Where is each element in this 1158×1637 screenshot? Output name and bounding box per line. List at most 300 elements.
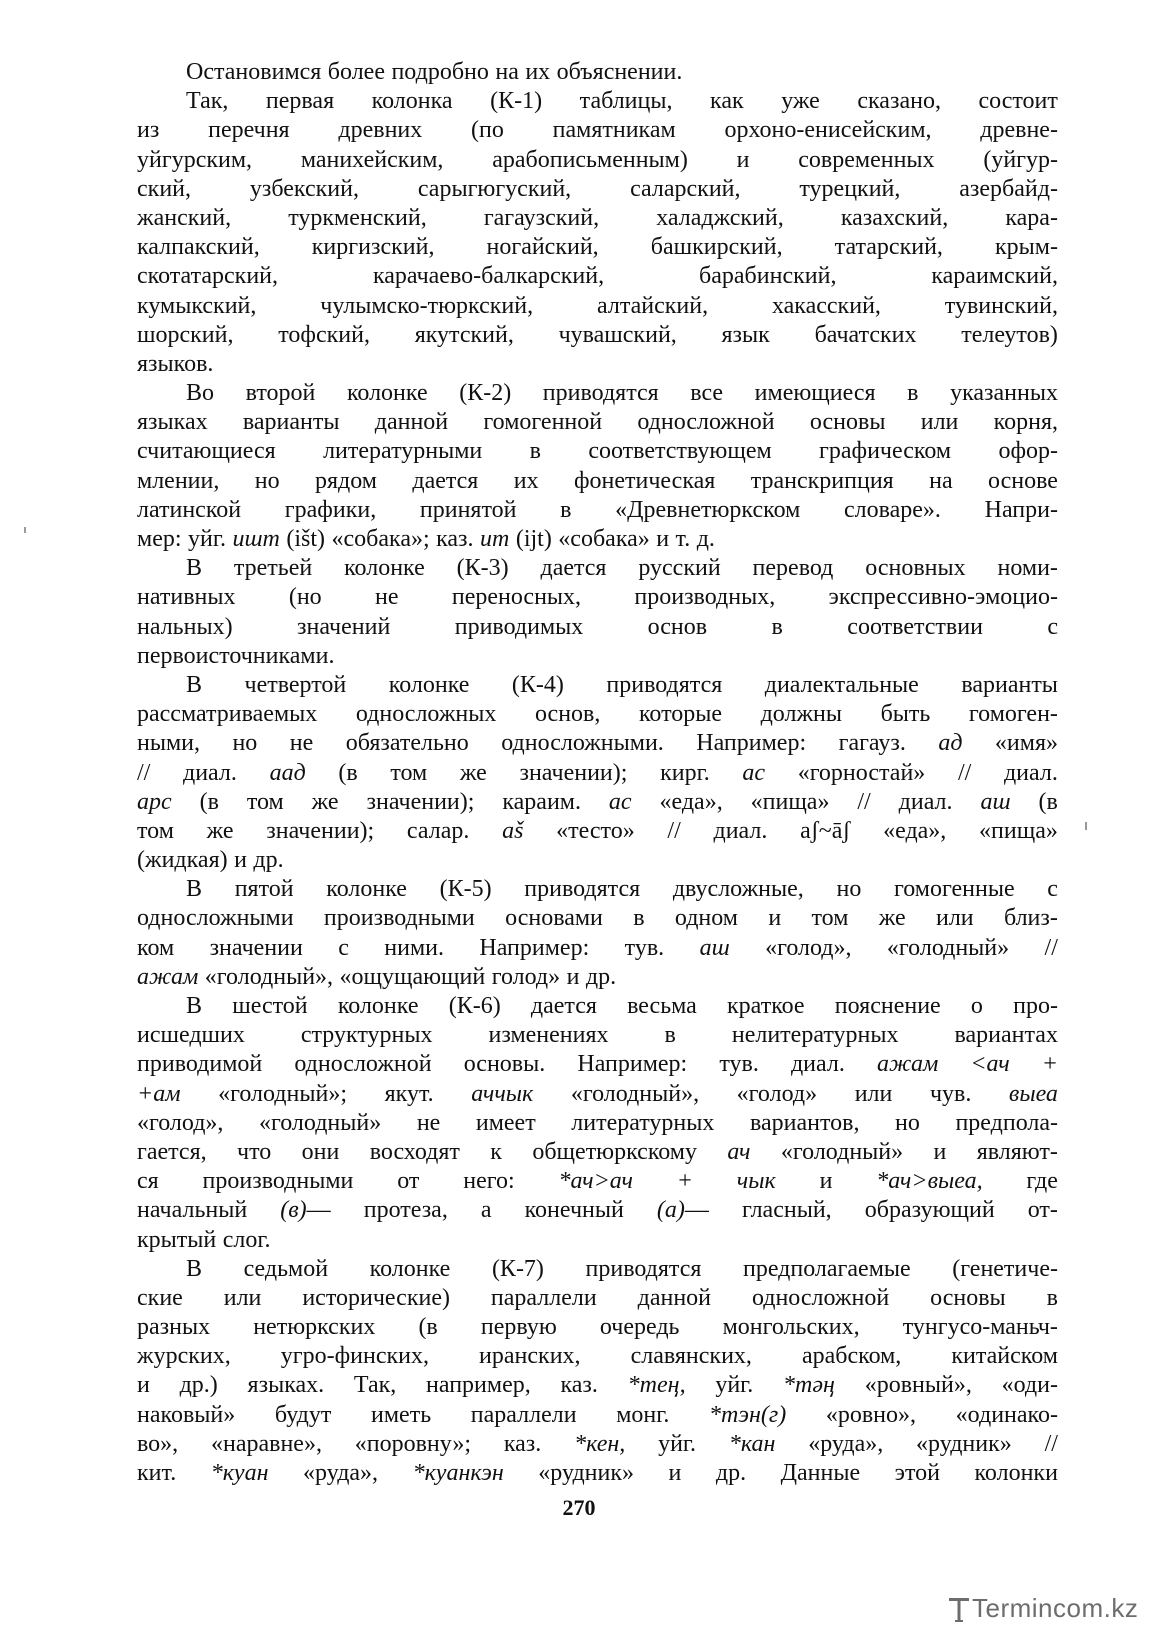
word: иранских, bbox=[479, 1343, 581, 1370]
word: ажам bbox=[876, 1051, 939, 1078]
word: начальный bbox=[137, 1197, 248, 1224]
word: перевод bbox=[752, 555, 834, 582]
word: производных, bbox=[634, 584, 776, 611]
word: *тэн(г) bbox=[709, 1401, 787, 1428]
word: очередь bbox=[599, 1314, 680, 1341]
word: «еда», bbox=[883, 817, 947, 844]
word: же bbox=[311, 788, 339, 815]
word: +ам bbox=[137, 1080, 181, 1107]
word: «руда», bbox=[303, 1460, 379, 1486]
word: русский bbox=[638, 555, 721, 582]
word: «голод» bbox=[736, 1080, 818, 1107]
word: номи- bbox=[997, 555, 1058, 582]
word: (уйгур- bbox=[983, 146, 1058, 173]
word: пятой bbox=[234, 876, 294, 903]
word: ский, bbox=[137, 175, 191, 202]
word: «пища» bbox=[979, 817, 1058, 844]
word: «собака» bbox=[558, 526, 650, 552]
word: данной bbox=[374, 409, 449, 436]
paragraph bbox=[137, 58, 1058, 87]
text-line bbox=[137, 1430, 1058, 1459]
word: современных bbox=[798, 146, 935, 173]
word: колонке bbox=[388, 671, 470, 698]
word: односложных bbox=[355, 701, 497, 728]
word: В bbox=[186, 1255, 203, 1282]
word: изменениях bbox=[488, 1022, 609, 1049]
word: гомоген- bbox=[968, 701, 1058, 728]
word: ас bbox=[608, 788, 632, 815]
word: «ощущающий bbox=[339, 963, 486, 990]
word: манихейским, bbox=[300, 146, 444, 173]
word: aʃ~āʃ bbox=[800, 817, 851, 844]
text-line bbox=[137, 408, 1058, 437]
word: объяснении. bbox=[556, 59, 683, 85]
word: от bbox=[397, 1168, 420, 1195]
word: же bbox=[206, 817, 234, 844]
word: памятникам bbox=[552, 117, 676, 144]
text-line bbox=[137, 729, 1058, 758]
word: *куан bbox=[210, 1460, 269, 1486]
word: диал. bbox=[1003, 759, 1058, 786]
word: нелитературных bbox=[731, 1022, 899, 1049]
word: ся bbox=[137, 1168, 159, 1195]
text-line bbox=[137, 1255, 1058, 1284]
word: *тең, bbox=[627, 1372, 686, 1399]
word: каз. bbox=[436, 526, 474, 552]
word: ишт bbox=[232, 526, 280, 552]
word: аад bbox=[269, 759, 306, 786]
word: же bbox=[878, 905, 906, 932]
word: каз. bbox=[560, 1372, 598, 1399]
word: чувашский, bbox=[558, 321, 677, 348]
word: «голод», bbox=[137, 1109, 224, 1136]
word: или bbox=[920, 409, 959, 436]
word: корня, bbox=[993, 409, 1058, 436]
text-line bbox=[137, 671, 1058, 700]
text-line bbox=[137, 1284, 1058, 1313]
word: крым- bbox=[994, 234, 1058, 261]
word: производными bbox=[323, 905, 475, 932]
text-line bbox=[137, 1401, 1058, 1430]
word: значении); bbox=[519, 759, 628, 786]
word: ит bbox=[480, 526, 510, 552]
word: ские bbox=[137, 1284, 183, 1311]
word: или bbox=[223, 1284, 262, 1311]
word: офор- bbox=[998, 438, 1058, 465]
word: узбекский, bbox=[249, 175, 359, 202]
text-line bbox=[137, 934, 1058, 963]
word: дается bbox=[412, 467, 479, 494]
word: салар. bbox=[406, 817, 470, 844]
word: не bbox=[375, 584, 399, 611]
word: (К-3) bbox=[456, 555, 509, 582]
text-line bbox=[137, 58, 1058, 87]
word: д. bbox=[696, 526, 715, 552]
word: значении bbox=[209, 934, 303, 961]
word: выеа bbox=[1008, 1080, 1058, 1107]
word: китайском bbox=[951, 1343, 1058, 1370]
word: арабописьменным) bbox=[492, 146, 688, 173]
text-line bbox=[137, 583, 1058, 612]
word: (генетиче- bbox=[952, 1255, 1058, 1282]
word: орхоно-енисейским, bbox=[724, 117, 932, 144]
word: первая bbox=[265, 88, 335, 115]
word: славянских, bbox=[630, 1343, 752, 1370]
word: скотатарский, bbox=[137, 263, 279, 290]
word: предполагаемые bbox=[743, 1255, 911, 1282]
word: в bbox=[771, 613, 783, 640]
word: языках. bbox=[247, 1372, 325, 1399]
word: разных bbox=[137, 1314, 211, 1341]
word: «Древнетюркском bbox=[615, 496, 801, 523]
word: саларский, bbox=[630, 175, 741, 202]
word: «ровно», bbox=[825, 1401, 917, 1428]
word: нетюркских bbox=[253, 1314, 376, 1341]
word: из bbox=[137, 117, 160, 144]
word: якут. bbox=[384, 1080, 434, 1107]
word: во», bbox=[137, 1430, 179, 1457]
word: кумыкский, bbox=[137, 292, 257, 319]
word: про- bbox=[1013, 993, 1058, 1019]
word: седьмой bbox=[243, 1255, 329, 1282]
word: (а)— bbox=[656, 1197, 709, 1224]
word: калпакский, bbox=[137, 234, 260, 261]
word: «ровный», bbox=[864, 1372, 972, 1399]
word: языков. bbox=[137, 350, 214, 377]
word: гагауз. bbox=[838, 730, 906, 757]
word: тунгусо-маньч- bbox=[902, 1314, 1058, 1341]
word: (ijt) bbox=[515, 526, 552, 552]
word: др. bbox=[585, 963, 617, 990]
word: *кен, bbox=[574, 1430, 626, 1457]
word: караимский, bbox=[931, 263, 1058, 290]
word: восходят bbox=[369, 1138, 460, 1165]
word: (но bbox=[288, 584, 322, 611]
word: первоисточниками. bbox=[137, 642, 335, 669]
word: нативных bbox=[137, 584, 236, 611]
word: близ- bbox=[1003, 905, 1058, 932]
word: Так, bbox=[353, 1372, 397, 1399]
text-line bbox=[137, 613, 1058, 642]
word: халаджский, bbox=[656, 204, 784, 231]
word: уже bbox=[781, 88, 820, 115]
word: и bbox=[819, 1168, 833, 1195]
word: диал. bbox=[790, 1051, 845, 1078]
word: их bbox=[513, 467, 539, 494]
word: основами bbox=[505, 905, 603, 932]
word: производными bbox=[202, 1168, 354, 1195]
word: но bbox=[232, 730, 258, 757]
word: ажам bbox=[137, 963, 199, 990]
word: они bbox=[301, 1138, 340, 1165]
text-line bbox=[137, 175, 1058, 204]
word: диал. bbox=[183, 759, 237, 786]
word: тув. bbox=[624, 934, 665, 961]
text-line bbox=[137, 1167, 1058, 1196]
word: принятой bbox=[419, 496, 517, 523]
text-line bbox=[137, 87, 1058, 116]
paragraph bbox=[137, 554, 1058, 671]
word: (в bbox=[338, 759, 358, 786]
word: о bbox=[970, 993, 983, 1019]
word: односложной bbox=[751, 1284, 890, 1311]
word: колонка bbox=[371, 88, 453, 115]
word: В bbox=[186, 555, 203, 582]
word: параллели bbox=[490, 1284, 597, 1311]
word: должны bbox=[760, 701, 843, 728]
word: древне- bbox=[980, 117, 1058, 144]
word: конечный bbox=[524, 1197, 624, 1224]
word: дается bbox=[540, 555, 607, 582]
word: турецкий, bbox=[799, 175, 901, 202]
text-line bbox=[137, 379, 1058, 408]
word: язык bbox=[721, 321, 770, 348]
paragraph bbox=[137, 671, 1058, 875]
word: Например: bbox=[479, 934, 590, 961]
word: и bbox=[736, 146, 750, 173]
word: ад bbox=[938, 730, 963, 757]
word: туркменский, bbox=[288, 204, 427, 231]
word: основы bbox=[809, 409, 886, 436]
word: др. bbox=[253, 847, 284, 874]
word: второй bbox=[245, 380, 316, 407]
text-line bbox=[137, 467, 1058, 496]
word: односложными. bbox=[501, 730, 664, 757]
word: «голодный» bbox=[886, 934, 1010, 961]
body-text bbox=[137, 58, 1058, 1488]
word: // bbox=[1044, 934, 1058, 961]
word: тувинский, bbox=[944, 292, 1058, 319]
word: приводятся bbox=[524, 876, 641, 903]
word: образующий bbox=[864, 1197, 995, 1224]
word: приводимых bbox=[454, 613, 584, 640]
scan-speck bbox=[24, 527, 26, 533]
word: <ач bbox=[970, 1051, 1010, 1078]
word: в bbox=[907, 380, 919, 407]
word: Данные bbox=[780, 1460, 861, 1486]
word: «голодный» bbox=[259, 1109, 382, 1136]
text-line bbox=[137, 1080, 1058, 1109]
word: гомогенные bbox=[893, 876, 1015, 903]
word: весьма bbox=[627, 993, 697, 1019]
text-line bbox=[137, 1196, 1058, 1225]
word: на bbox=[495, 59, 519, 85]
word: их bbox=[525, 59, 551, 85]
word: краткое bbox=[727, 993, 805, 1019]
word: «наравне», bbox=[210, 1430, 322, 1457]
word: но bbox=[836, 876, 862, 903]
word: имеет bbox=[475, 1109, 536, 1136]
word: все bbox=[690, 380, 724, 407]
word: В bbox=[186, 993, 203, 1019]
word: Напри- bbox=[984, 496, 1058, 523]
word: уйг. bbox=[187, 526, 226, 552]
text-line bbox=[137, 1226, 1058, 1255]
word: и bbox=[656, 526, 670, 552]
word: (К-4) bbox=[511, 671, 564, 698]
word: «голодный»; bbox=[218, 1080, 347, 1107]
paragraph bbox=[137, 875, 1058, 992]
word: наковый» bbox=[137, 1401, 236, 1428]
word: (К-7) bbox=[491, 1255, 544, 1282]
word: «руда», bbox=[808, 1430, 884, 1457]
word: уйгурским, bbox=[137, 146, 253, 173]
word: рядом bbox=[314, 467, 377, 494]
text-line bbox=[137, 992, 1058, 1021]
word: в bbox=[560, 496, 572, 523]
word: т. bbox=[675, 526, 691, 552]
text-line bbox=[137, 700, 1058, 729]
word: основе bbox=[988, 467, 1058, 494]
word: каз. bbox=[503, 1430, 542, 1457]
text-line bbox=[137, 1342, 1058, 1371]
text-line bbox=[137, 904, 1058, 933]
word: тофский, bbox=[278, 321, 370, 348]
scan-speck bbox=[1085, 822, 1087, 830]
word: имеющиеся bbox=[754, 380, 876, 407]
word: транскрипция bbox=[750, 467, 894, 494]
word: где bbox=[1026, 1168, 1058, 1195]
word: соответствующем bbox=[588, 438, 772, 465]
word: диал. bbox=[898, 788, 953, 815]
word: др. bbox=[715, 1460, 747, 1486]
word: аччык bbox=[471, 1080, 534, 1107]
word: являют- bbox=[976, 1138, 1058, 1165]
word: протеза, bbox=[363, 1197, 448, 1224]
word: с bbox=[1047, 613, 1058, 640]
word: значении); bbox=[266, 817, 375, 844]
word: колонке bbox=[369, 1255, 451, 1282]
word: основ, bbox=[534, 701, 601, 728]
word: уйг. bbox=[658, 1430, 697, 1457]
word: // bbox=[857, 788, 871, 815]
page-number: 270 bbox=[562, 1495, 596, 1520]
word: караим. bbox=[502, 788, 581, 815]
word: казахский, bbox=[840, 204, 949, 231]
word: тув. bbox=[719, 1051, 759, 1078]
word: или bbox=[935, 905, 974, 932]
word: значений bbox=[297, 613, 391, 640]
word: четвертой bbox=[244, 671, 347, 698]
text-line bbox=[137, 817, 1058, 846]
word: азербайд- bbox=[959, 175, 1058, 202]
text-line bbox=[137, 846, 1058, 875]
word: приводимой bbox=[137, 1051, 263, 1078]
word: ас bbox=[742, 759, 766, 786]
word: (К-2) bbox=[459, 380, 512, 407]
word: исшедших bbox=[137, 1022, 245, 1049]
word: структурных bbox=[300, 1022, 433, 1049]
word: латинской bbox=[137, 496, 242, 523]
word: (в bbox=[418, 1314, 438, 1341]
word: значении); bbox=[366, 788, 475, 815]
word: но bbox=[895, 1109, 920, 1136]
word: гомогенной bbox=[483, 409, 603, 436]
word: гается, bbox=[137, 1138, 207, 1165]
word: шорский, bbox=[137, 321, 234, 348]
word: древних bbox=[338, 117, 423, 144]
word: переносных, bbox=[451, 584, 582, 611]
word: гласный, bbox=[741, 1197, 832, 1224]
word: «рудник» bbox=[538, 1460, 635, 1486]
word: более bbox=[327, 59, 385, 85]
word: + bbox=[676, 1168, 693, 1195]
watermark-text: Termincom.kz bbox=[972, 1593, 1139, 1623]
word: в bbox=[664, 1022, 676, 1049]
word: Например: bbox=[577, 1051, 688, 1078]
word: «голодный», bbox=[570, 1080, 700, 1107]
text-line bbox=[137, 116, 1058, 145]
word: и bbox=[933, 1138, 947, 1165]
word: иметь bbox=[371, 1401, 432, 1428]
word: диалектальные bbox=[764, 671, 919, 698]
word: от- bbox=[1027, 1197, 1058, 1224]
word: (жидкая) bbox=[137, 847, 228, 874]
word: будут bbox=[274, 1401, 332, 1428]
word: фонетическая bbox=[573, 467, 716, 494]
word: исторические) bbox=[302, 1284, 450, 1311]
word: др.) bbox=[179, 1372, 218, 1399]
word: односложной bbox=[637, 409, 775, 436]
word: бачатских bbox=[814, 321, 917, 348]
word: «голодный» bbox=[780, 1138, 904, 1165]
word: этой bbox=[894, 1460, 940, 1486]
word: (по bbox=[471, 117, 504, 144]
word: варианты bbox=[961, 671, 1058, 698]
word: кит. bbox=[137, 1460, 177, 1486]
word: журских, bbox=[137, 1343, 231, 1370]
text-line bbox=[137, 350, 1058, 379]
word: колонке bbox=[346, 380, 428, 407]
word: ком bbox=[137, 934, 175, 961]
word: хакасский, bbox=[771, 292, 881, 319]
word: не bbox=[416, 1109, 441, 1136]
word: и bbox=[566, 963, 580, 990]
word: аш bbox=[699, 934, 730, 961]
word: или bbox=[854, 1080, 893, 1107]
word: одном bbox=[674, 905, 738, 932]
word: перечня bbox=[208, 117, 290, 144]
word: арабском, bbox=[801, 1343, 902, 1370]
word: на bbox=[929, 467, 953, 494]
word: в bbox=[1046, 1284, 1058, 1311]
word: сказано, bbox=[857, 88, 941, 115]
word: уйг. bbox=[715, 1372, 754, 1399]
text-line bbox=[137, 146, 1058, 175]
word: + bbox=[1041, 1051, 1058, 1078]
word: сарыгюгуский, bbox=[417, 175, 572, 202]
text-line bbox=[137, 788, 1058, 817]
site-watermark bbox=[948, 1588, 1144, 1624]
word: к bbox=[490, 1138, 502, 1165]
word: кара- bbox=[1005, 204, 1058, 231]
word: // bbox=[1044, 1430, 1058, 1457]
word: например, bbox=[426, 1372, 531, 1399]
word: состоит bbox=[978, 88, 1058, 115]
text-line bbox=[137, 525, 1058, 554]
word: в bbox=[633, 905, 645, 932]
word: барабинский, bbox=[699, 263, 837, 290]
word: *тәң bbox=[783, 1372, 835, 1399]
word: млении, bbox=[137, 467, 220, 494]
word: нальных) bbox=[137, 613, 233, 640]
word: мер: bbox=[137, 526, 182, 552]
word: графики, bbox=[284, 496, 377, 523]
text-line bbox=[137, 875, 1058, 904]
word: и bbox=[668, 1460, 682, 1486]
word: «одинако- bbox=[955, 1401, 1058, 1428]
word: шестой bbox=[232, 993, 308, 1019]
